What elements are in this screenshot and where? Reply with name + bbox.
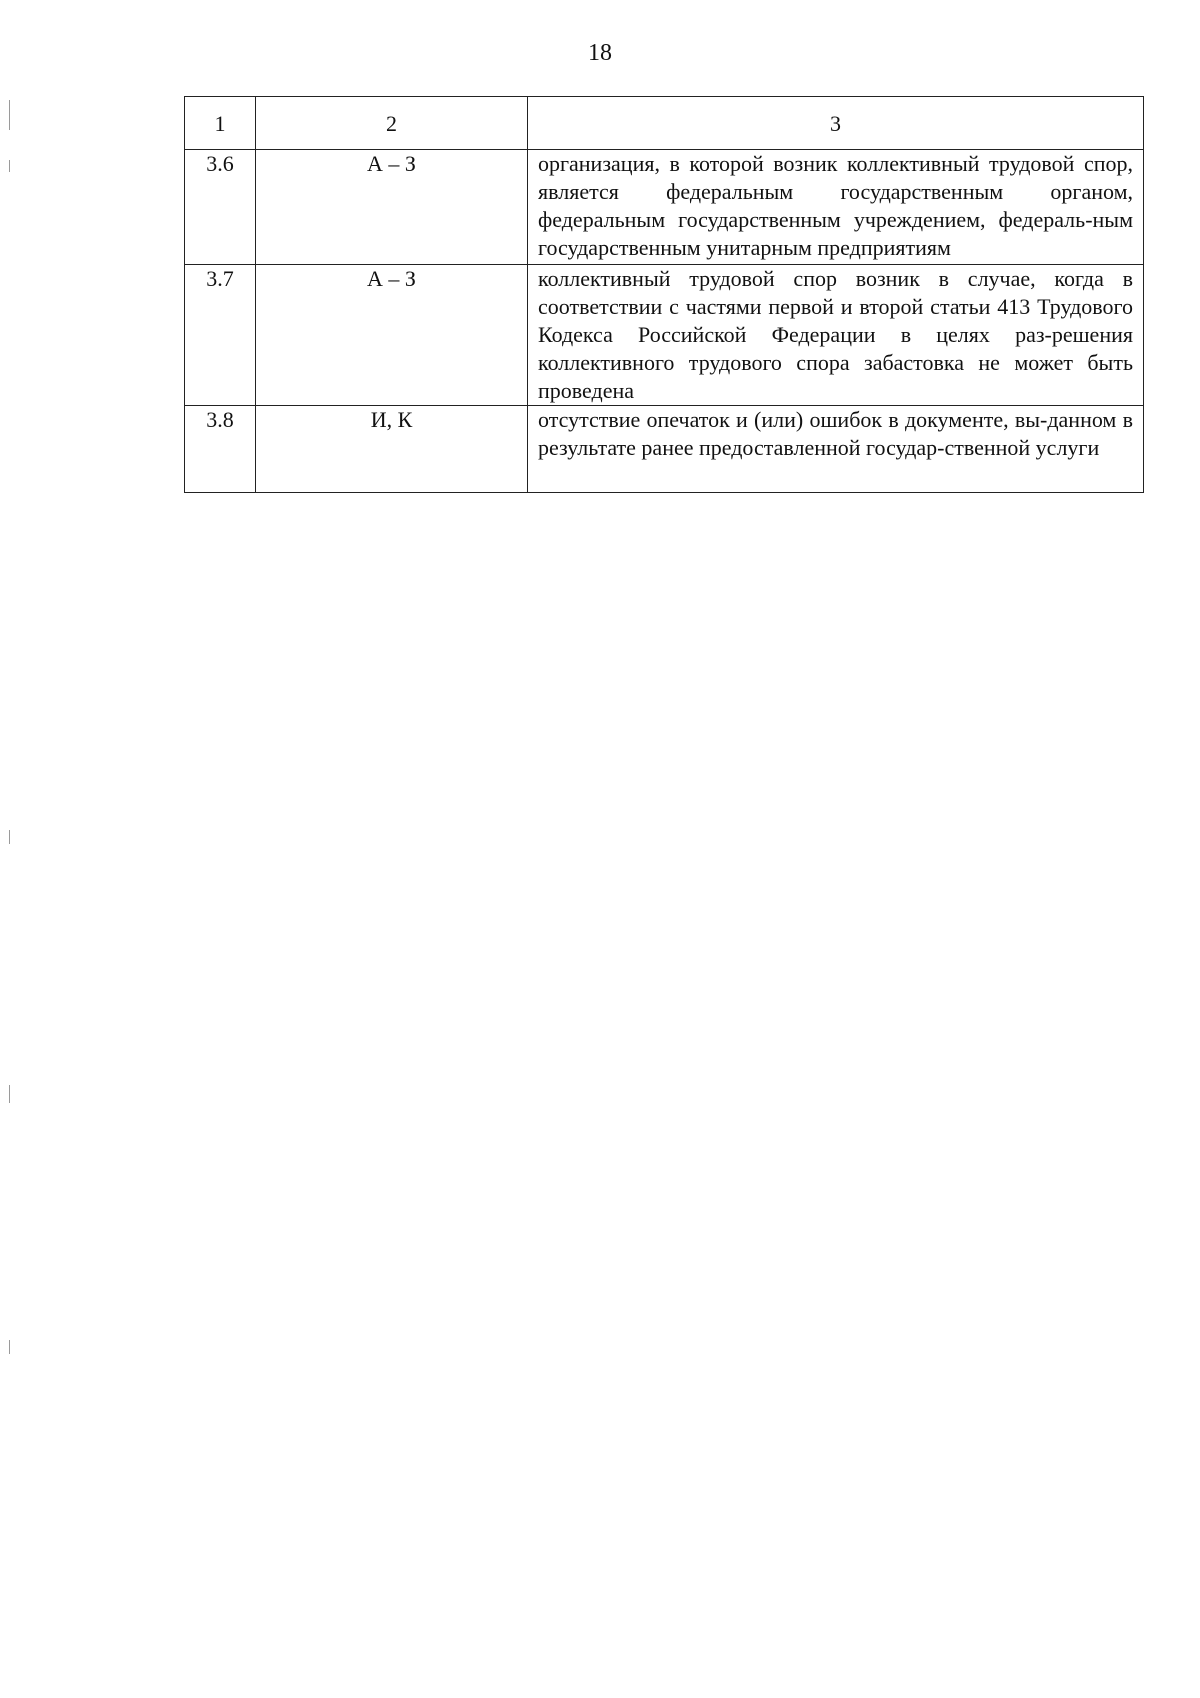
row-code: А – З [256,150,528,265]
scan-artifact [9,1085,10,1103]
row-code: И, К [256,406,528,493]
header-column-1: 1 [185,97,256,150]
scan-artifact [9,100,10,130]
scan-artifact [9,830,10,844]
row-code: А – З [256,265,528,406]
header-column-3: 3 [528,97,1144,150]
row-number: 3.8 [185,406,256,493]
header-column-2: 2 [256,97,528,150]
row-number: 3.7 [185,265,256,406]
table-row [185,150,1144,265]
page-number: 18 [588,40,612,66]
row-description: отсутствие опечаток и (или) ошибок в документе, вы-данном в результате ранее предоставленной государ-ственной услуги [528,406,1144,493]
scan-artifact [9,1340,10,1354]
criteria-table [184,96,1144,493]
row-description: коллективный трудовой спор возник в случае, когда в соответствии с частями первой и второй статьи 413 Трудового Кодекса Российской Федерации в целях раз-решения коллективного трудового спора забастовка не может быть проведена [528,265,1144,406]
table-row [185,265,1144,406]
table-row [185,406,1144,493]
table-header-row [185,97,1144,150]
row-description: организация, в которой возник коллективный трудовой спор, является федеральным государственным органом, федеральным государственным учреждением, федераль-ным государственным унитарным предприятиям [528,150,1144,265]
scan-artifact [9,160,10,172]
row-number: 3.6 [185,150,256,265]
